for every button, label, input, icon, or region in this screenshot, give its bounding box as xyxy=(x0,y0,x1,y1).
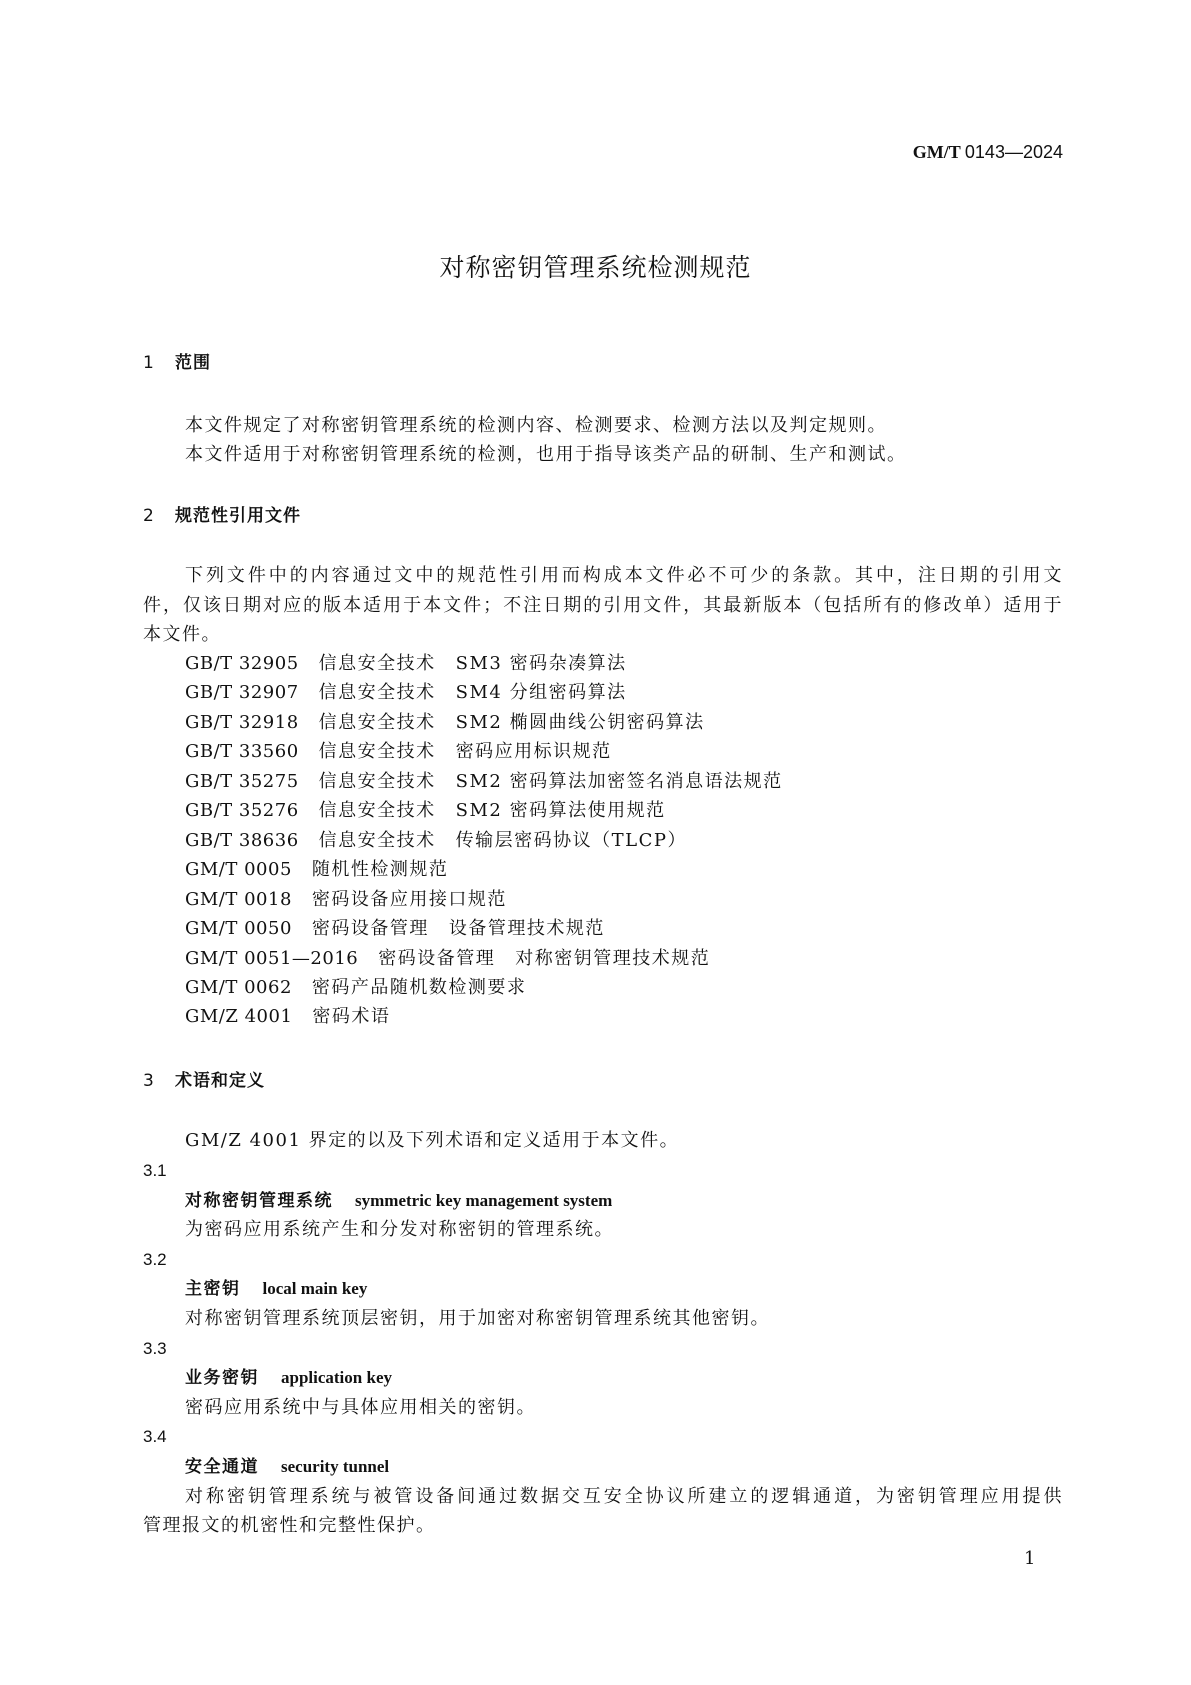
reference-item xyxy=(185,829,687,853)
reference-p1: 密码设备应用接口规范 xyxy=(311,888,507,910)
reference-item xyxy=(185,947,710,971)
reference-p1: 密码术语 xyxy=(312,1006,391,1028)
reference-p1: 信息安全技术 xyxy=(318,711,436,733)
paragraph: 本文件适用于对称密钥管理系统的检测，也用于指导该类产品的研制、生产和测试。 xyxy=(185,444,907,465)
term-definition: 管理报文的机密性和完整性保护。 xyxy=(143,1515,436,1537)
term-heading xyxy=(185,1455,389,1479)
term-chinese: 对称密钥管理系统 xyxy=(185,1190,333,1211)
reference-p1: 密码产品随机数检测要求 xyxy=(311,976,527,998)
reference-code: GB/T 38636 xyxy=(185,829,299,851)
reference-p1: 随机性检测规范 xyxy=(311,859,449,881)
term-english: symmetric key management system xyxy=(355,1190,613,1210)
clause-number: 3.4 xyxy=(143,1427,167,1447)
reference-p2: SM2 密码算法加密签名消息语法规范 xyxy=(455,770,783,792)
paragraph-line: 下列文件中的内容通过文中的规范性引用而构成本文件必不可少的条款。其中，注日期的引用文 xyxy=(185,565,1063,586)
reference-p2: 对称密钥管理技术规范 xyxy=(515,947,711,969)
paragraph: 本文件规定了对称密钥管理系统的检测内容、检测要求、检测方法以及判定规则。 xyxy=(185,415,887,436)
document-number-header xyxy=(913,142,1063,163)
reference-item xyxy=(185,917,605,941)
reference-code: GM/T 0005 xyxy=(185,859,292,881)
term-english: security tunnel xyxy=(281,1457,390,1476)
term-chinese: 业务密钥 xyxy=(185,1368,259,1389)
doc-prefix: GM/T xyxy=(912,142,961,162)
reference-p2: SM4 分组密码算法 xyxy=(455,682,627,704)
reference-code: GB/T 33560 xyxy=(185,741,299,763)
term-definition: 对称密钥管理系统顶层密钥，用于加密对称密钥管理系统其他密钥。 xyxy=(185,1308,770,1329)
reference-item xyxy=(185,652,627,676)
reference-p1: 信息安全技术 xyxy=(318,770,436,792)
reference-p2: SM3 密码杂凑算法 xyxy=(455,653,627,674)
term-chinese: 安全通道 xyxy=(185,1457,259,1477)
paragraph: GM/Z 4001 界定的以及下列术语和定义适用于本文件。 xyxy=(185,1130,680,1151)
reference-p1: 信息安全技术 xyxy=(318,653,436,674)
reference-code: GB/T 32918 xyxy=(185,711,299,733)
reference-code: GM/T 0051—2016 xyxy=(185,947,359,969)
reference-p1: 密码设备管理 xyxy=(378,947,496,969)
reference-item xyxy=(185,799,666,823)
term-english: local main key xyxy=(262,1279,368,1299)
reference-code: GM/T 0050 xyxy=(185,918,292,940)
reference-item xyxy=(185,1005,410,1029)
reference-p1: 信息安全技术 xyxy=(318,682,436,704)
section-heading-1 xyxy=(143,351,211,375)
reference-p1: 信息安全技术 xyxy=(318,800,436,822)
reference-item xyxy=(185,770,783,794)
term-definition: 为密码应用系统产生和分发对称密钥的管理系统。 xyxy=(185,1219,614,1241)
doc-number: 0143—2024 xyxy=(964,142,1063,162)
reference-p1: 信息安全技术 xyxy=(318,741,436,763)
term-heading xyxy=(185,1366,392,1390)
reference-code: GB/T 35275 xyxy=(185,770,299,792)
term-definition: 密码应用系统中与具体应用相关的密钥。 xyxy=(185,1396,536,1418)
section-title: 规范性引用文件 xyxy=(175,506,301,526)
reference-code: GB/T 32905 xyxy=(185,653,299,674)
page-number: 1 xyxy=(1024,1548,1036,1569)
term-english: application key xyxy=(281,1368,392,1388)
reference-item xyxy=(185,858,468,882)
section-heading-3 xyxy=(143,1069,265,1093)
term-heading xyxy=(185,1189,612,1213)
term-definition: 对称密钥管理系统与被管设备间通过数据交互安全协议所建立的逻辑通道，为密钥管理应用提供 xyxy=(185,1485,1063,1507)
reference-item xyxy=(185,681,627,705)
reference-code: GB/T 35276 xyxy=(185,800,299,822)
section-number: 1 xyxy=(143,353,155,373)
paragraph-line: 件，仅该日期对应的版本适用于本文件；不注日期的引用文件，其最新版本（包括所有的修改单）适用于 xyxy=(143,595,1063,616)
term-heading xyxy=(185,1277,367,1301)
clause-number: 3.3 xyxy=(143,1338,167,1358)
clause-number: 3.2 xyxy=(143,1249,167,1269)
reference-code: GM/T 0062 xyxy=(185,976,292,998)
reference-p1: 密码设备管理 xyxy=(311,918,429,940)
reference-p2: 密码应用标识规范 xyxy=(455,741,612,763)
section-number: 3 xyxy=(143,1071,155,1091)
term-chinese: 主密钥 xyxy=(185,1279,241,1300)
reference-p2: 传输层密码协议（TLCP） xyxy=(455,829,688,851)
section-number: 2 xyxy=(143,506,155,526)
reference-p2: SM2 密码算法使用规范 xyxy=(455,800,666,822)
reference-item xyxy=(185,976,546,1000)
page-title: 对称密钥管理系统检测规范 xyxy=(439,253,752,282)
reference-code: GB/T 32907 xyxy=(185,682,299,704)
reference-p2: 设备管理技术规范 xyxy=(448,918,605,940)
reference-item xyxy=(185,740,612,764)
reference-p2: SM2 椭圆曲线公钥密码算法 xyxy=(455,711,705,733)
reference-p1: 信息安全技术 xyxy=(318,829,436,851)
section-title: 术语和定义 xyxy=(175,1071,265,1091)
reference-code: GM/T 0018 xyxy=(185,888,292,910)
paragraph-line: 本文件。 xyxy=(143,624,221,645)
section-heading-2 xyxy=(143,504,301,528)
section-title: 范围 xyxy=(175,353,211,373)
reference-code: GM/Z 4001 xyxy=(185,1006,293,1028)
reference-item xyxy=(185,888,527,912)
reference-item xyxy=(185,711,705,735)
clause-number: 3.1 xyxy=(143,1161,167,1180)
